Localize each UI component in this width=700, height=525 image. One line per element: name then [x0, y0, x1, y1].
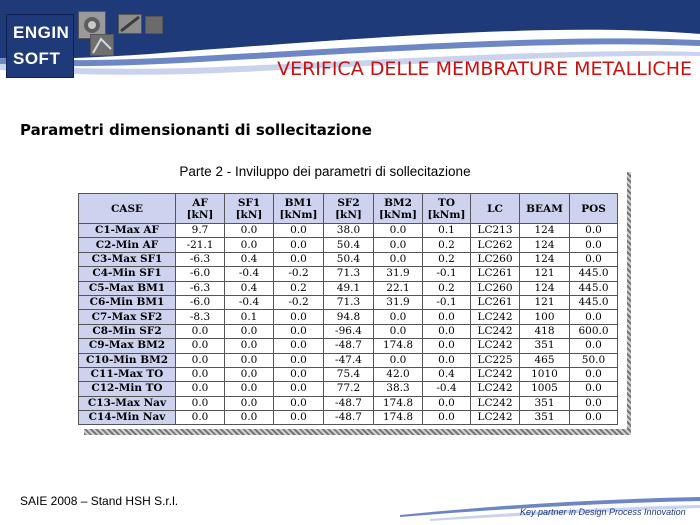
column-header-sf2 — [324, 194, 374, 224]
table-row — [79, 382, 618, 396]
value-cell: 0.0 — [274, 396, 324, 410]
value-cell: 100 — [520, 310, 570, 324]
value-cell: 0.0 — [570, 224, 618, 238]
case-cell: C13-Max Nav — [79, 396, 176, 410]
column-header-name: LC — [487, 202, 503, 215]
value-cell: 124 — [520, 252, 570, 266]
value-cell: 0.0 — [176, 382, 225, 396]
value-cell: 0.2 — [423, 252, 471, 266]
table-header-row — [79, 194, 618, 224]
value-cell: 1005 — [520, 382, 570, 396]
value-cell: 0.0 — [274, 411, 324, 425]
value-cell: -0.1 — [423, 295, 471, 309]
column-header-unit: [kN] — [335, 208, 362, 221]
value-cell: 0.0 — [423, 411, 471, 425]
value-cell: -6.3 — [176, 252, 225, 266]
value-cell: 174.8 — [374, 396, 423, 410]
value-cell: 0.0 — [225, 382, 274, 396]
value-cell: -47.4 — [324, 353, 374, 367]
value-cell: 0.0 — [374, 310, 423, 324]
value-cell: 124 — [520, 281, 570, 295]
case-cell: C9-Max BM2 — [79, 339, 176, 353]
value-cell: -21.1 — [176, 238, 225, 252]
value-cell: 0.0 — [225, 238, 274, 252]
column-header-lc — [471, 194, 520, 224]
case-cell: C7-Max SF2 — [79, 310, 176, 324]
value-cell: 31.9 — [374, 267, 423, 281]
table-body — [79, 224, 618, 425]
value-cell: 22.1 — [374, 281, 423, 295]
value-cell: 75.4 — [324, 367, 374, 381]
value-cell: 0.0 — [176, 324, 225, 338]
column-header-sf1 — [225, 194, 274, 224]
value-cell: LC242 — [471, 367, 520, 381]
value-cell: 0.0 — [176, 396, 225, 410]
value-cell: 0.0 — [274, 324, 324, 338]
value-cell: 0.0 — [570, 367, 618, 381]
table-row — [79, 353, 618, 367]
value-cell: 0.0 — [374, 353, 423, 367]
value-cell: 0.0 — [225, 411, 274, 425]
value-cell: 0.0 — [570, 396, 618, 410]
value-cell: LC225 — [471, 353, 520, 367]
case-cell: C5-Max BM1 — [79, 281, 176, 295]
value-cell: 0.0 — [423, 353, 471, 367]
value-cell: 0.0 — [423, 324, 471, 338]
value-cell: 0.0 — [570, 411, 618, 425]
column-header-af — [176, 194, 225, 224]
case-cell: C2-Min AF — [79, 238, 176, 252]
value-cell: 42.0 — [374, 367, 423, 381]
envelope-table — [78, 193, 618, 425]
column-header-name: CASE — [110, 202, 144, 215]
value-cell: 0.0 — [274, 224, 324, 238]
column-header-case — [79, 194, 176, 224]
value-cell: 0.0 — [423, 310, 471, 324]
value-cell: 351 — [520, 411, 570, 425]
value-cell: 50.4 — [324, 238, 374, 252]
value-cell: 31.9 — [374, 295, 423, 309]
case-cell: C11-Max TO — [79, 367, 176, 381]
value-cell: 0.0 — [423, 396, 471, 410]
table-row — [79, 367, 618, 381]
value-cell: 71.3 — [324, 267, 374, 281]
value-cell: 0.0 — [274, 238, 324, 252]
case-cell: C1-Max AF — [79, 224, 176, 238]
value-cell: 0.4 — [225, 252, 274, 266]
value-cell: LC242 — [471, 411, 520, 425]
value-cell: 0.0 — [570, 382, 618, 396]
table-row — [79, 310, 618, 324]
case-cell: C14-Min Nav — [79, 411, 176, 425]
footer-event-label: SAIE 2008 – Stand HSH S.r.l. — [20, 494, 179, 508]
value-cell: 49.1 — [324, 281, 374, 295]
value-cell: 0.0 — [570, 238, 618, 252]
value-cell: LC213 — [471, 224, 520, 238]
value-cell: -96.4 — [324, 324, 374, 338]
value-cell: LC262 — [471, 238, 520, 252]
value-cell: 351 — [520, 339, 570, 353]
value-cell: 351 — [520, 396, 570, 410]
value-cell: 600.0 — [570, 324, 618, 338]
value-cell: 0.0 — [274, 353, 324, 367]
case-cell: C12-Min TO — [79, 382, 176, 396]
column-header-name: BEAM — [526, 202, 563, 215]
column-header-unit: [kNm] — [379, 208, 417, 221]
column-header-name: AF — [192, 196, 208, 209]
value-cell: LC260 — [471, 281, 520, 295]
value-cell: 0.0 — [570, 252, 618, 266]
case-cell: C10-Min BM2 — [79, 353, 176, 367]
value-cell: LC261 — [471, 295, 520, 309]
value-cell: -48.7 — [324, 396, 374, 410]
column-header-bm1 — [274, 194, 324, 224]
value-cell: 0.0 — [176, 353, 225, 367]
value-cell: 77.2 — [324, 382, 374, 396]
value-cell: 0.4 — [225, 281, 274, 295]
value-cell: 0.0 — [374, 224, 423, 238]
value-cell: 0.0 — [274, 382, 324, 396]
case-cell: C4-Min SF1 — [79, 267, 176, 281]
table-row — [79, 411, 618, 425]
value-cell: 445.0 — [570, 295, 618, 309]
value-cell: 124 — [520, 238, 570, 252]
logo-line-1: ENGIN — [13, 23, 70, 42]
column-header-pos — [570, 194, 618, 224]
value-cell: 0.0 — [274, 339, 324, 353]
value-cell: 38.0 — [324, 224, 374, 238]
value-cell: 0.2 — [423, 238, 471, 252]
value-cell: -48.7 — [324, 411, 374, 425]
value-cell: -8.3 — [176, 310, 225, 324]
table-row — [79, 238, 618, 252]
case-cell: C6-Min BM1 — [79, 295, 176, 309]
column-header-beam — [520, 194, 570, 224]
value-cell: -0.2 — [274, 295, 324, 309]
value-cell: 0.0 — [274, 367, 324, 381]
value-cell: 0.0 — [274, 310, 324, 324]
column-header-name: BM1 — [284, 196, 313, 209]
value-cell: 9.7 — [176, 224, 225, 238]
value-cell: LC242 — [471, 324, 520, 338]
logo-line-2: SOFT — [13, 49, 61, 68]
value-cell: -48.7 — [324, 339, 374, 353]
column-header-name: POS — [581, 202, 606, 215]
value-cell: 0.0 — [225, 396, 274, 410]
value-cell: 50.0 — [570, 353, 618, 367]
value-cell: -0.4 — [423, 382, 471, 396]
value-cell: 0.4 — [423, 367, 471, 381]
table-row — [79, 396, 618, 410]
value-cell: 0.0 — [274, 252, 324, 266]
value-cell: LC261 — [471, 267, 520, 281]
column-header-name: TO — [438, 196, 455, 209]
table-row — [79, 252, 618, 266]
value-cell: 465 — [520, 353, 570, 367]
value-cell: 418 — [520, 324, 570, 338]
column-header-name: SF2 — [337, 196, 360, 209]
table-row — [79, 339, 618, 353]
table-row — [79, 281, 618, 295]
value-cell: 1010 — [520, 367, 570, 381]
column-header-to — [423, 194, 471, 224]
table-row — [79, 295, 618, 309]
value-cell: -6.0 — [176, 295, 225, 309]
value-cell: 0.0 — [423, 339, 471, 353]
value-cell: -6.0 — [176, 267, 225, 281]
value-cell: 0.1 — [423, 224, 471, 238]
case-cell: C3-Max SF1 — [79, 252, 176, 266]
value-cell: 50.4 — [324, 252, 374, 266]
value-cell: -0.4 — [225, 295, 274, 309]
value-cell: 0.0 — [225, 367, 274, 381]
table-row — [79, 267, 618, 281]
value-cell: 0.0 — [225, 339, 274, 353]
value-cell: 0.0 — [176, 339, 225, 353]
value-cell: 0.0 — [374, 324, 423, 338]
value-cell: 124 — [520, 224, 570, 238]
value-cell: LC260 — [471, 252, 520, 266]
header-thumbnail-2 — [90, 34, 114, 56]
column-header-name: BM2 — [384, 196, 412, 209]
column-header-unit: [kN] — [186, 208, 214, 221]
value-cell: -0.1 — [423, 267, 471, 281]
table-row — [79, 224, 618, 238]
value-cell: 0.0 — [225, 324, 274, 338]
value-cell: 0.0 — [570, 310, 618, 324]
value-cell: 0.0 — [570, 339, 618, 353]
value-cell: LC242 — [471, 396, 520, 410]
column-header-bm2 — [374, 194, 423, 224]
column-header-unit: [kNm] — [427, 208, 466, 221]
column-header-name: SF1 — [237, 196, 261, 209]
value-cell: 174.8 — [374, 411, 423, 425]
value-cell: 0.0 — [225, 224, 274, 238]
table-row — [79, 324, 618, 338]
value-cell: 445.0 — [570, 281, 618, 295]
value-cell: -0.4 — [225, 267, 274, 281]
value-cell: 0.1 — [225, 310, 274, 324]
header-thumbnail-3 — [118, 14, 142, 34]
table-caption: Parte 2 - Inviluppo dei parametri di sollecitazione — [179, 164, 471, 179]
case-cell: C8-Min SF2 — [79, 324, 176, 338]
value-cell: 71.3 — [324, 295, 374, 309]
header-thumbnail-4 — [145, 16, 163, 34]
value-cell: -6.3 — [176, 281, 225, 295]
column-header-unit: [kN] — [235, 208, 263, 221]
value-cell: LC242 — [471, 310, 520, 324]
value-cell: 121 — [520, 295, 570, 309]
value-cell: 174.8 — [374, 339, 423, 353]
slide-title: VERIFICA DELLE MEMBRATURE METALLICHE — [277, 58, 692, 80]
value-cell: LC242 — [471, 339, 520, 353]
value-cell: 38.3 — [374, 382, 423, 396]
section-heading: Parametri dimensionanti di sollecitazione — [20, 121, 372, 139]
value-cell: 121 — [520, 267, 570, 281]
value-cell: 0.0 — [374, 252, 423, 266]
value-cell: LC242 — [471, 382, 520, 396]
value-cell: 0.0 — [374, 238, 423, 252]
value-cell: 0.0 — [225, 353, 274, 367]
value-cell: 0.2 — [423, 281, 471, 295]
value-cell: -0.2 — [274, 267, 324, 281]
value-cell: 94.8 — [324, 310, 374, 324]
value-cell: 445.0 — [570, 267, 618, 281]
value-cell: 0.0 — [176, 367, 225, 381]
footer-tagline: Key partner in Design Process Innovation — [520, 507, 686, 517]
column-header-unit: [kNm] — [279, 208, 318, 221]
value-cell: 0.0 — [176, 411, 225, 425]
value-cell: 0.2 — [274, 281, 324, 295]
enginsoft-logo — [6, 14, 74, 78]
